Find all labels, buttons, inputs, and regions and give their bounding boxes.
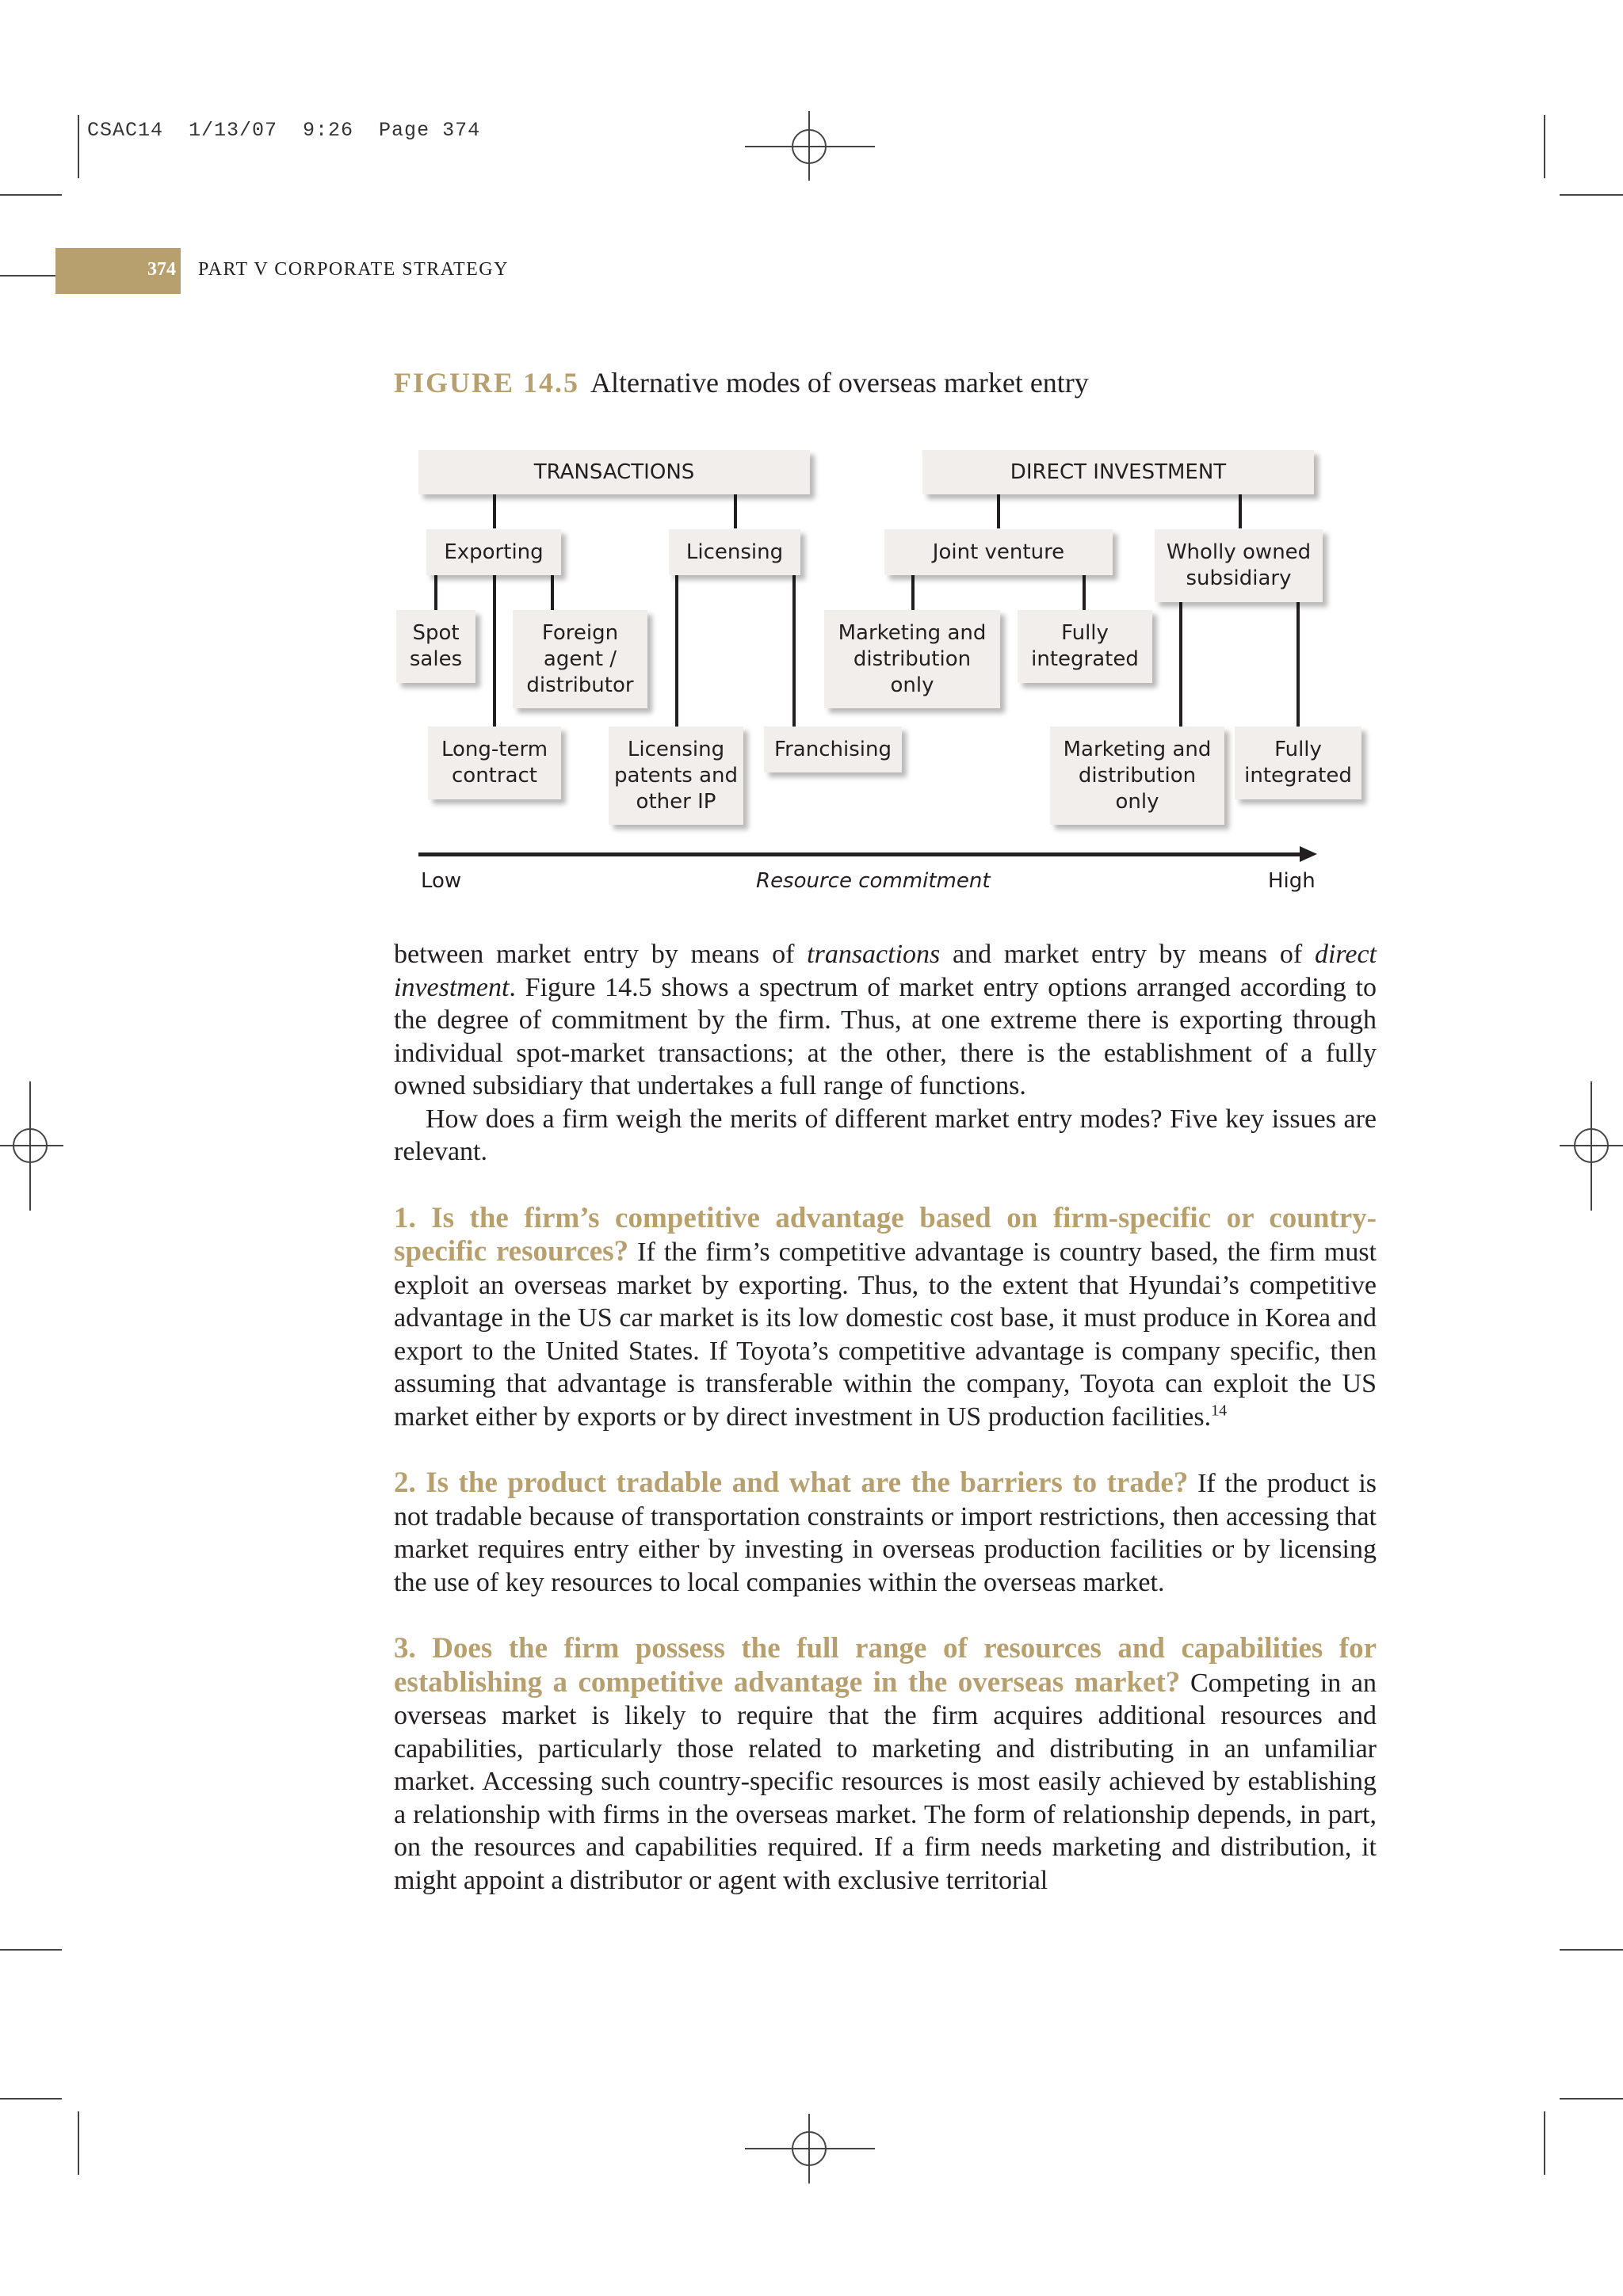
connector: [675, 574, 678, 727]
axis-title: Resource commitment: [756, 869, 991, 893]
figure-title: Alternative modes of overseas market entry: [590, 367, 1089, 399]
mode-exporting: Exporting: [426, 529, 561, 575]
connector: [434, 574, 437, 610]
connector: [792, 574, 796, 727]
mode-licensing: Licensing: [669, 529, 800, 575]
connector: [1239, 493, 1242, 528]
running-head: PART V CORPORATE STRATEGY: [198, 259, 509, 280]
connector: [1179, 602, 1182, 727]
option-spot-sales: Spot sales: [396, 610, 475, 683]
connector: [551, 574, 554, 610]
footnote-ref: 14: [1211, 1402, 1228, 1420]
option-long-term-contract: Long-term contract: [428, 727, 561, 799]
figure-label: FIGURE 14.5: [394, 367, 580, 399]
issue-3: 3. Does the firm possess the full range of resources and capabilities for establishing a competitive advantage in the overseas market? Competing in an overseas market is likely to require that the firm acquires additional resources and capabilities, particularly those related to marketing and distributing in an unfamiliar market. Accessing such country-specific resources is most easily achieved by establishing a relationship with firms in the overseas market. The form of relationship depends, in part, on the resources and capabilities required. If a firm needs marketing and distribution, it might appoint a distributor or agent with exclusive territorial: [394, 1632, 1377, 1895]
category-transactions: TRANSACTIONS: [418, 450, 810, 494]
issue-heading: 1. Is the firm’s competitive advantage based on firm-specific or country-specific resources?: [394, 1201, 1377, 1268]
connector: [734, 493, 737, 528]
resource-commitment-axis: [418, 852, 1306, 856]
axis-high-label: High: [1268, 869, 1316, 893]
option-foreign-agent: Foreign agent / distributor: [513, 610, 647, 708]
page-number: 374: [147, 259, 176, 280]
figure-caption: [394, 366, 1089, 399]
option-jv-marketing-distribution: Marketing and distribution only: [824, 610, 1000, 708]
issue-1: 1. Is the firm’s competitive advantage based on firm-specific or country-specific resources? If the firm’s competitive advantage is country based, the firm must exploit an overseas market by exporting. Thus, to the extent that Hyundai’s competitive advantage in the US car market is its low domestic cost base, it must produce in Korea and export to the United States. If Toyota’s competitive advantage is company specific, then assuming that advantage is transferable within the company, Toyota can exploit the US market either by exports or by direct investment in US production facilities.$^{14}$: [394, 1201, 1377, 1432]
paragraph: between market entry by means of transactions and market entry by means of direct investment. Figure 14.5 shows a spectrum of market entry options arranged according to the degree of commitment by the firm. Thus, at one extreme there is exporting through individual spot-market transactions; at the other, there is the establishment of a fully owned subsidiary that undertakes a full range of functions.: [394, 940, 1377, 1100]
connector: [493, 493, 496, 528]
paragraph: How does a firm weigh the merits of different market entry modes? Five key issues are relevant.: [394, 1104, 1377, 1166]
body-text: [394, 938, 1377, 1897]
print-slug: CSAC14 1/13/07 9:26 Page 374: [87, 119, 481, 142]
option-wos-fully-integrated: Fully integrated: [1235, 727, 1361, 799]
mode-joint-venture: Joint venture: [884, 529, 1113, 575]
connector: [493, 574, 496, 727]
category-direct-investment: DIRECT INVESTMENT: [922, 450, 1314, 494]
axis-arrowhead: [1300, 846, 1317, 862]
connector: [911, 574, 915, 610]
connector: [1083, 574, 1086, 610]
connector: [997, 493, 1000, 528]
option-jv-fully-integrated: Fully integrated: [1018, 610, 1152, 683]
issue-heading: 2. Is the product tradable and what are the barriers to trade?: [394, 1466, 1189, 1499]
option-licensing-patents: Licensing patents and other IP: [609, 727, 743, 825]
issue-2: 2. Is the product tradable and what are the barriers to trade? If the product is not tradable because of transportation constraints or import restrictions, then accessing that market requires entry either by investing in overseas production facilities or by licensing the use of key resources to local companies within the overseas market.: [394, 1466, 1377, 1597]
issue-heading: 3. Does the firm possess the full range of resources and capabilities for establishing a competitive advantage in the overseas market?: [394, 1632, 1377, 1699]
axis-low-label: Low: [421, 869, 462, 893]
connector: [1296, 602, 1300, 727]
mode-wholly-owned-subsidiary: Wholly owned subsidiary: [1155, 529, 1323, 602]
option-wos-marketing-distribution: Marketing and distribution only: [1050, 727, 1224, 825]
option-franchising: Franchising: [764, 727, 902, 772]
